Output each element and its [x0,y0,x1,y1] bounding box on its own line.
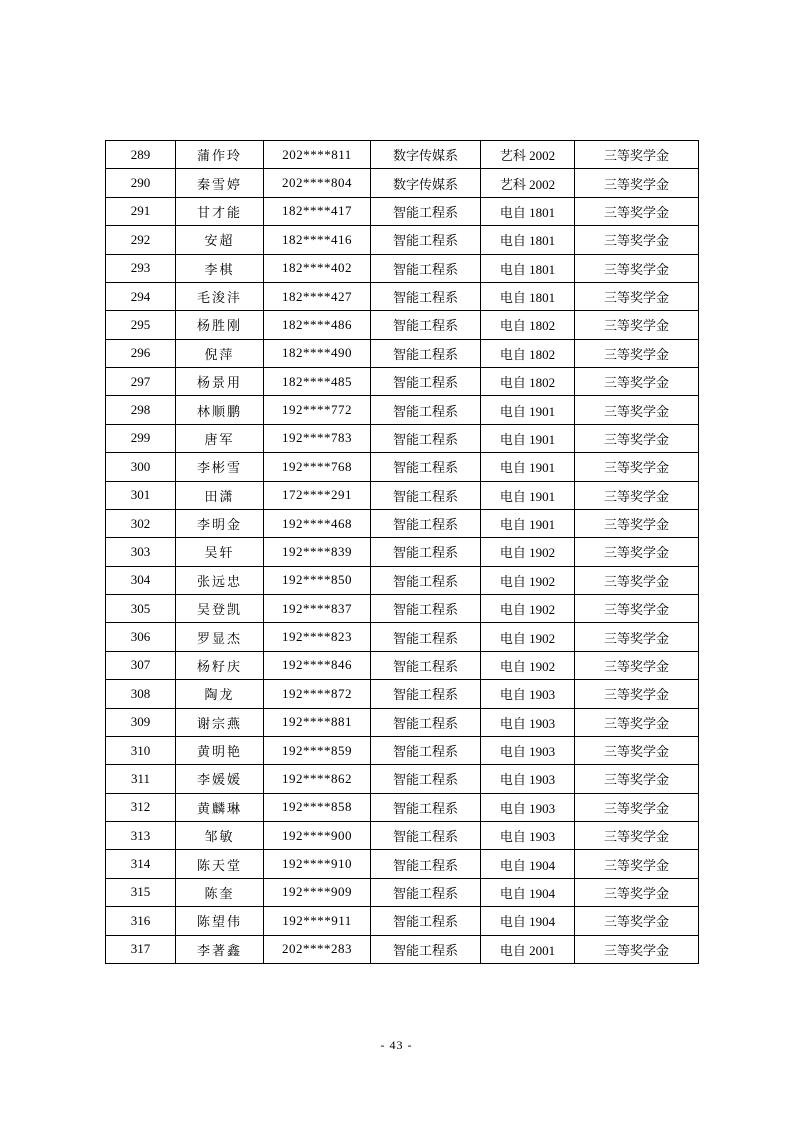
cell-class: 电自 1801 [481,226,575,254]
table-row [106,538,699,566]
cell-class: 电自 1802 [481,311,575,339]
cell-student-id: 192****846 [264,651,371,679]
cell-department: 智能工程系 [371,396,481,424]
cell-name: 倪萍 [176,339,264,367]
cell-award: 三等奖学金 [575,595,699,623]
cell-index: 308 [106,680,176,708]
cell-student-id: 182****417 [264,197,371,225]
table-row [106,339,699,367]
cell-class: 电自 1901 [481,453,575,481]
table-row [106,822,699,850]
table-row [106,850,699,878]
cell-award: 三等奖学金 [575,822,699,850]
cell-student-id: 192****839 [264,538,371,566]
table-row [106,566,699,594]
cell-student-id: 182****490 [264,339,371,367]
cell-name: 黄明艳 [176,736,264,764]
scholarship-table [105,140,699,964]
cell-award: 三等奖学金 [575,538,699,566]
cell-name: 李棋 [176,254,264,282]
cell-student-id: 202****804 [264,169,371,197]
cell-class: 电自 1904 [481,878,575,906]
cell-class: 电自 1903 [481,708,575,736]
cell-class: 电自 1903 [481,822,575,850]
cell-index: 289 [106,141,176,169]
cell-name: 吴登凯 [176,595,264,623]
cell-award: 三等奖学金 [575,282,699,310]
cell-student-id: 192****772 [264,396,371,424]
cell-name: 蒲作玲 [176,141,264,169]
cell-student-id: 172****291 [264,481,371,509]
cell-award: 三等奖学金 [575,878,699,906]
cell-name: 安超 [176,226,264,254]
cell-name: 李明金 [176,509,264,537]
table-row [106,424,699,452]
cell-student-id: 192****823 [264,623,371,651]
table-row [106,793,699,821]
cell-department: 智能工程系 [371,907,481,935]
cell-award: 三等奖学金 [575,566,699,594]
table-row [106,765,699,793]
cell-department: 智能工程系 [371,311,481,339]
cell-index: 303 [106,538,176,566]
cell-department: 智能工程系 [371,368,481,396]
cell-index: 313 [106,822,176,850]
table-row [106,197,699,225]
cell-award: 三等奖学金 [575,651,699,679]
cell-class: 电自 1901 [481,396,575,424]
cell-name: 杨景用 [176,368,264,396]
cell-award: 三等奖学金 [575,169,699,197]
cell-class: 电自 1902 [481,595,575,623]
cell-index: 315 [106,878,176,906]
cell-name: 陈天堂 [176,850,264,878]
cell-name: 田潇 [176,481,264,509]
cell-award: 三等奖学金 [575,623,699,651]
cell-name: 李媛媛 [176,765,264,793]
table-row [106,651,699,679]
cell-award: 三等奖学金 [575,708,699,736]
cell-name: 杨胜刚 [176,311,264,339]
cell-department: 智能工程系 [371,595,481,623]
cell-class: 电自 1802 [481,368,575,396]
cell-student-id: 192****910 [264,850,371,878]
cell-student-id: 182****485 [264,368,371,396]
cell-name: 张远忠 [176,566,264,594]
cell-index: 316 [106,907,176,935]
cell-class: 电自 1903 [481,680,575,708]
cell-student-id: 182****427 [264,282,371,310]
cell-class: 电自 1902 [481,538,575,566]
cell-department: 智能工程系 [371,651,481,679]
cell-department: 智能工程系 [371,793,481,821]
table-row [106,680,699,708]
table-row [106,907,699,935]
cell-department: 智能工程系 [371,935,481,963]
cell-student-id: 202****283 [264,935,371,963]
cell-class: 艺科 2002 [481,141,575,169]
cell-name: 李彬雪 [176,453,264,481]
cell-index: 291 [106,197,176,225]
cell-index: 312 [106,793,176,821]
cell-class: 电自 1801 [481,282,575,310]
cell-student-id: 192****468 [264,509,371,537]
cell-class: 电自 2001 [481,935,575,963]
cell-index: 311 [106,765,176,793]
cell-index: 299 [106,424,176,452]
cell-index: 305 [106,595,176,623]
cell-class: 电自 1901 [481,481,575,509]
cell-class: 电自 1901 [481,424,575,452]
scholarship-table-body [106,141,699,964]
cell-department: 智能工程系 [371,226,481,254]
cell-award: 三等奖学金 [575,424,699,452]
cell-index: 290 [106,169,176,197]
cell-student-id: 192****862 [264,765,371,793]
cell-name: 林顺鹏 [176,396,264,424]
table-row [106,509,699,537]
cell-name: 陶龙 [176,680,264,708]
cell-department: 智能工程系 [371,878,481,906]
cell-award: 三等奖学金 [575,509,699,537]
cell-award: 三等奖学金 [575,339,699,367]
cell-class: 电自 1903 [481,736,575,764]
cell-department: 智能工程系 [371,538,481,566]
table-row [106,141,699,169]
table-row [106,878,699,906]
table-row [106,481,699,509]
cell-student-id: 192****858 [264,793,371,821]
cell-award: 三等奖学金 [575,141,699,169]
cell-name: 李著鑫 [176,935,264,963]
cell-department: 智能工程系 [371,680,481,708]
cell-index: 292 [106,226,176,254]
cell-student-id: 192****768 [264,453,371,481]
cell-name: 陈望伟 [176,907,264,935]
cell-department: 智能工程系 [371,282,481,310]
cell-class: 电自 1904 [481,907,575,935]
cell-student-id: 192****859 [264,736,371,764]
cell-award: 三等奖学金 [575,850,699,878]
cell-student-id: 182****416 [264,226,371,254]
cell-award: 三等奖学金 [575,481,699,509]
table-row [106,453,699,481]
cell-index: 307 [106,651,176,679]
cell-index: 298 [106,396,176,424]
cell-award: 三等奖学金 [575,197,699,225]
table-row [106,623,699,651]
cell-student-id: 192****872 [264,680,371,708]
cell-index: 304 [106,566,176,594]
cell-department: 智能工程系 [371,850,481,878]
cell-class: 电自 1904 [481,850,575,878]
cell-award: 三等奖学金 [575,453,699,481]
cell-index: 314 [106,850,176,878]
cell-name: 陈奎 [176,878,264,906]
cell-award: 三等奖学金 [575,907,699,935]
cell-index: 309 [106,708,176,736]
cell-student-id: 192****909 [264,878,371,906]
cell-award: 三等奖学金 [575,736,699,764]
cell-department: 智能工程系 [371,481,481,509]
cell-class: 艺科 2002 [481,169,575,197]
cell-index: 302 [106,509,176,537]
cell-name: 吴轩 [176,538,264,566]
cell-index: 317 [106,935,176,963]
cell-department: 智能工程系 [371,822,481,850]
cell-award: 三等奖学金 [575,680,699,708]
cell-award: 三等奖学金 [575,396,699,424]
cell-name: 毛浚沣 [176,282,264,310]
cell-student-id: 192****881 [264,708,371,736]
cell-class: 电自 1801 [481,197,575,225]
table-row [106,368,699,396]
cell-award: 三等奖学金 [575,793,699,821]
table-row [106,254,699,282]
cell-index: 295 [106,311,176,339]
cell-award: 三等奖学金 [575,765,699,793]
cell-department: 智能工程系 [371,339,481,367]
cell-index: 293 [106,254,176,282]
table-row [106,595,699,623]
cell-name: 秦雪婷 [176,169,264,197]
cell-student-id: 192****911 [264,907,371,935]
cell-department: 智能工程系 [371,708,481,736]
cell-class: 电自 1902 [481,651,575,679]
cell-award: 三等奖学金 [575,368,699,396]
cell-student-id: 182****402 [264,254,371,282]
cell-award: 三等奖学金 [575,226,699,254]
cell-index: 296 [106,339,176,367]
cell-department: 智能工程系 [371,509,481,537]
cell-class: 电自 1802 [481,339,575,367]
table-row [106,226,699,254]
table-row [106,708,699,736]
cell-department: 智能工程系 [371,424,481,452]
cell-name: 罗显杰 [176,623,264,651]
cell-award: 三等奖学金 [575,935,699,963]
cell-department: 智能工程系 [371,736,481,764]
cell-student-id: 192****850 [264,566,371,594]
table-row [106,935,699,963]
cell-name: 黄麟琳 [176,793,264,821]
cell-student-id: 202****811 [264,141,371,169]
cell-index: 297 [106,368,176,396]
cell-department: 智能工程系 [371,453,481,481]
cell-award: 三等奖学金 [575,311,699,339]
cell-class: 电自 1903 [481,765,575,793]
cell-index: 300 [106,453,176,481]
page-number: - 43 - [380,1038,413,1052]
cell-student-id: 182****486 [264,311,371,339]
table-row [106,311,699,339]
cell-department: 数字传媒系 [371,169,481,197]
cell-name: 唐军 [176,424,264,452]
cell-index: 301 [106,481,176,509]
cell-department: 智能工程系 [371,623,481,651]
cell-name: 杨籽庆 [176,651,264,679]
cell-class: 电自 1801 [481,254,575,282]
cell-student-id: 192****900 [264,822,371,850]
cell-name: 邹敏 [176,822,264,850]
cell-class: 电自 1902 [481,566,575,594]
cell-department: 智能工程系 [371,566,481,594]
cell-student-id: 192****783 [264,424,371,452]
cell-index: 306 [106,623,176,651]
cell-class: 电自 1903 [481,793,575,821]
cell-name: 甘才能 [176,197,264,225]
cell-class: 电自 1902 [481,623,575,651]
cell-name: 谢宗燕 [176,708,264,736]
cell-department: 智能工程系 [371,254,481,282]
table-row [106,282,699,310]
cell-department: 智能工程系 [371,765,481,793]
cell-department: 数字传媒系 [371,141,481,169]
cell-index: 294 [106,282,176,310]
cell-student-id: 192****837 [264,595,371,623]
cell-class: 电自 1901 [481,509,575,537]
cell-department: 智能工程系 [371,197,481,225]
table-row [106,396,699,424]
table-row [106,169,699,197]
cell-index: 310 [106,736,176,764]
table-row [106,736,699,764]
cell-award: 三等奖学金 [575,254,699,282]
